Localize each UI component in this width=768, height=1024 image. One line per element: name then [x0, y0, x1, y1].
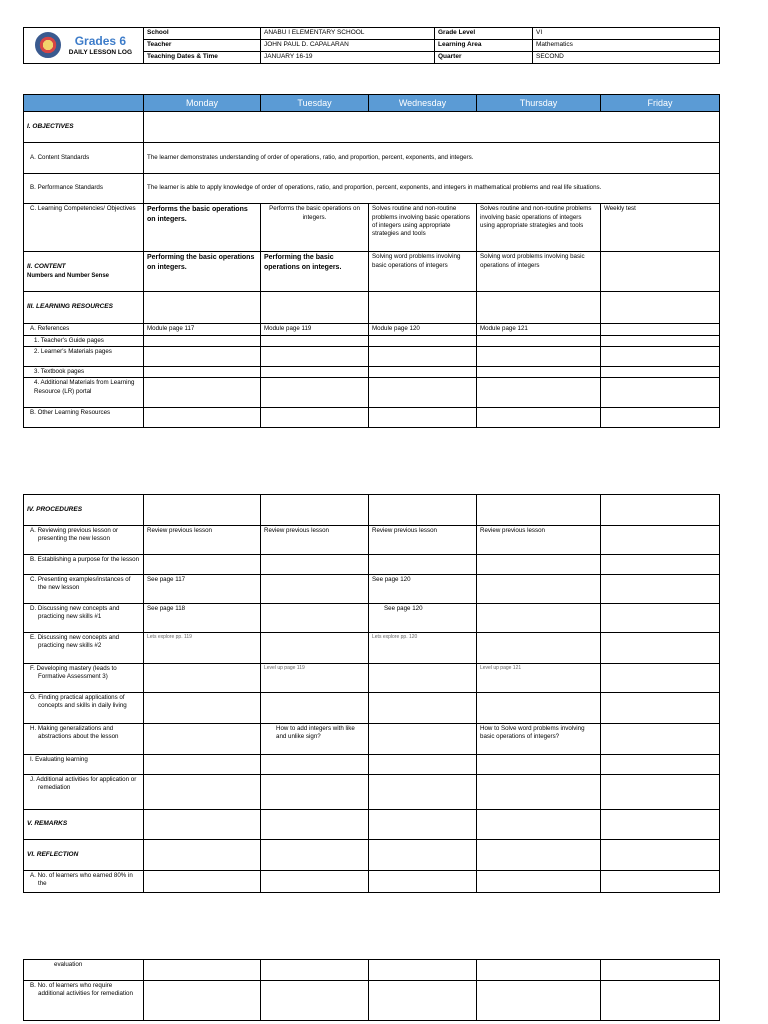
procedure-g-label: G. Finding practical applications of concepts and skills in daily living — [24, 693, 144, 724]
learning-area-value: Mathematics — [533, 39, 720, 51]
procedure-h-thursday: How to Solve word problems involving basic operations of integers? — [477, 724, 601, 755]
procedure-d-tuesday — [261, 604, 369, 633]
procedure-i-label: I. Evaluating learning — [24, 755, 144, 775]
reflection-b-label: B. No. of learners who require additional activities for remediation — [24, 981, 144, 1021]
school-label: School — [144, 28, 261, 40]
reflection-title: VI. REFLECTION — [24, 840, 144, 871]
references-label: A. References — [24, 324, 144, 335]
procedure-d-wednesday: See page 120 — [369, 604, 477, 633]
procedure-d-friday — [601, 604, 720, 633]
day-tuesday: Tuesday — [261, 95, 369, 112]
content-subtitle: Numbers and Number Sense — [27, 272, 110, 279]
content-friday — [601, 252, 720, 292]
competency-wednesday: Solves routine and non-routine problems involving basic operations of integers using appropriate strategies and tools — [369, 204, 477, 252]
procedure-b-label: B. Establishing a purpose for the lesson — [24, 555, 144, 575]
procedure-c-thursday — [477, 575, 601, 604]
objectives-title: I. OBJECTIVES — [24, 112, 144, 143]
quarter-label: Quarter — [435, 51, 533, 63]
lesson-table-part2 — [23, 494, 720, 893]
procedure-c-label: C. Presenting examples/instances of the new lesson — [24, 575, 144, 604]
grade-title: Grades 6 — [74, 33, 127, 48]
procedure-e-monday: Lets explore pp. 119 — [144, 633, 261, 664]
content-wednesday: Solving word problems involving basic operations of integers — [369, 252, 477, 292]
grade-level-label: Grade Level — [435, 28, 533, 40]
references-thursday: Module page 121 — [477, 324, 601, 335]
objectives-empty — [144, 112, 720, 143]
content-title: II. CONTENT — [27, 263, 66, 271]
procedure-h-label: H. Making generalizations and abstractions about the lesson — [24, 724, 144, 755]
additional-materials-label: 4. Additional Materials from Learning Resource (LR) portal — [24, 378, 144, 408]
content-label-cell — [24, 252, 144, 292]
competency-monday: Performs the basic operations on integers. — [144, 204, 261, 252]
references-tuesday: Module page 119 — [261, 324, 369, 335]
content-tuesday: Performing the basic operations on integers. — [261, 252, 369, 292]
procedure-f-thursday: Level up page 121 — [477, 664, 601, 693]
day-wednesday: Wednesday — [369, 95, 477, 112]
header-table — [23, 27, 720, 64]
teachers-guide-label: 1. Teacher's Guide pages — [24, 335, 144, 346]
procedure-c-wednesday: See page 120 — [369, 575, 477, 604]
content-standards-value: The learner demonstrates understanding of order of operations, ratio, and proportion, percent, exponents, and integers. — [144, 143, 720, 174]
procedure-e-label: E. Discussing new concepts and practicing new skills #2 — [24, 633, 144, 664]
competency-thursday: Solves routine and non-routine problems involving basic operations of integers using appropriate strategies and tools — [477, 204, 601, 252]
remarks-title: V. REMARKS — [24, 810, 144, 840]
procedure-h-friday — [601, 724, 720, 755]
procedure-a-wednesday: Review previous lesson — [369, 526, 477, 555]
deped-seal-icon — [35, 32, 61, 58]
procedure-f-monday — [144, 664, 261, 693]
days-corner — [24, 95, 144, 112]
dates-value: JANUARY 16-19 — [261, 51, 435, 63]
procedure-d-monday: See page 118 — [144, 604, 261, 633]
log-title: DAILY LESSON LOG — [68, 48, 133, 56]
procedure-a-thursday: Review previous lesson — [477, 526, 601, 555]
competencies-label: C. Learning Competencies/ Objectives — [24, 204, 144, 252]
day-friday: Friday — [601, 95, 720, 112]
content-monday: Performing the basic operations on integers. — [144, 252, 261, 292]
day-monday: Monday — [144, 95, 261, 112]
procedure-f-friday — [601, 664, 720, 693]
procedure-a-monday: Review previous lesson — [144, 526, 261, 555]
procedure-d-thursday — [477, 604, 601, 633]
lesson-table-part1 — [23, 94, 720, 428]
procedure-c-friday — [601, 575, 720, 604]
content-standards-label: A. Content Standards — [24, 143, 144, 174]
procedure-d-label: D. Discussing new concepts and practicing new skills #1 — [24, 604, 144, 633]
content-thursday: Solving word problems involving basic operations of integers — [477, 252, 601, 292]
quarter-value: SECOND — [533, 51, 720, 63]
procedure-f-wednesday — [369, 664, 477, 693]
procedure-h-wednesday — [369, 724, 477, 755]
competency-tuesday: Performs the basic operations on integers. — [261, 204, 369, 252]
procedure-e-friday — [601, 633, 720, 664]
lesson-table-part3 — [23, 959, 720, 1021]
procedure-e-tuesday — [261, 633, 369, 664]
references-wednesday: Module page 120 — [369, 324, 477, 335]
references-friday — [601, 324, 720, 335]
dates-label: Teaching Dates & Time — [144, 51, 261, 63]
procedures-title: IV. PROCEDURES — [24, 495, 144, 526]
procedure-a-tuesday: Review previous lesson — [261, 526, 369, 555]
procedure-j-label: J. Additional activities for application or remediation — [24, 775, 144, 810]
reflection-a-continued: evaluation — [24, 960, 144, 981]
reflection-a-label: A. No. of learners who earned 80% in the — [24, 871, 144, 893]
teacher-label: Teacher — [144, 39, 261, 51]
procedure-f-tuesday: Level up page 119 — [261, 664, 369, 693]
learners-materials-label: 2. Learner's Materials pages — [24, 346, 144, 366]
procedure-c-tuesday — [261, 575, 369, 604]
procedure-e-thursday — [477, 633, 601, 664]
procedure-e-wednesday: Lets explore pp. 120 — [369, 633, 477, 664]
teacher-value: JOHN PAUL D. CAPALARAN — [261, 39, 435, 51]
references-monday: Module page 117 — [144, 324, 261, 335]
resources-title: III. LEARNING RESOURCES — [24, 292, 144, 324]
day-thursday: Thursday — [477, 95, 601, 112]
procedure-a-friday — [601, 526, 720, 555]
procedure-f-label: F. Developing mastery (leads to Formative Assessment 3) — [24, 664, 144, 693]
school-value: ANABU I ELEMENTARY SCHOOL — [261, 28, 435, 40]
procedure-c-monday: See page 117 — [144, 575, 261, 604]
competency-friday: Weekly test — [601, 204, 720, 252]
performance-standards-value: The learner is able to apply knowledge of order of operations, ratio, and proportion, percent, exponents, and integers in mathematical problems and real life situations. — [144, 174, 720, 204]
procedure-h-tuesday: How to add integers with like and unlike sign? — [261, 724, 369, 755]
procedure-a-label: A. Reviewing previous lesson or presenting the new lesson — [24, 526, 144, 555]
learning-area-label: Learning Area — [435, 39, 533, 51]
performance-standards-label: B. Performance Standards — [24, 174, 144, 204]
header-logo-cell — [24, 28, 144, 64]
procedure-h-monday — [144, 724, 261, 755]
textbook-label: 3. Textbook pages — [24, 366, 144, 377]
grade-level-value: VI — [533, 28, 720, 40]
other-resources-label: B. Other Learning Resources — [24, 408, 144, 428]
